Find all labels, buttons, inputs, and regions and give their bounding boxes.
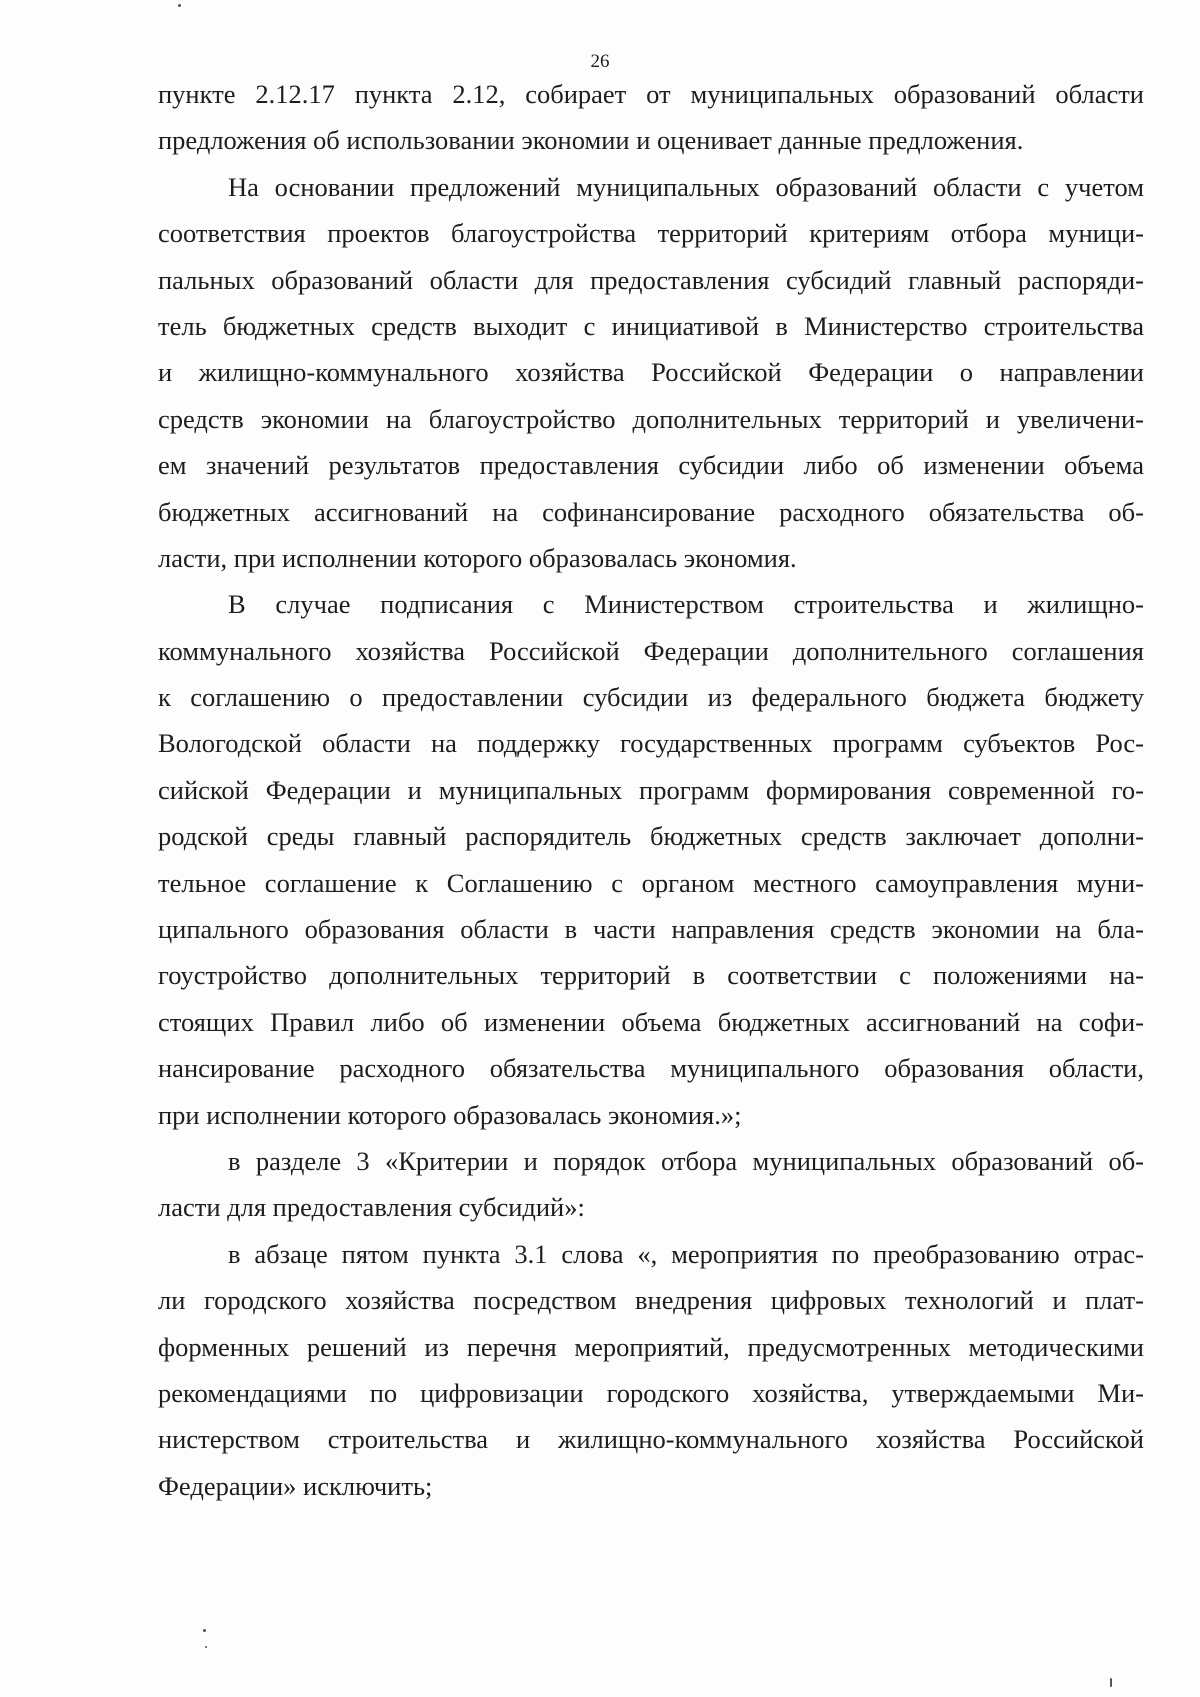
text-line: ласти для предоставления субсидий»:: [158, 1192, 585, 1223]
text-line: нистерством строительства и жилищно-коммунального хозяйства Российской: [158, 1424, 1144, 1455]
page-number: 26: [590, 51, 610, 72]
text-line: ласти, при исполнении которого образовалась экономия.: [158, 542, 797, 573]
text-line: рекомендациями по цифровизации городского хозяйства, утверждаемыми Ми-: [158, 1377, 1144, 1408]
scan-speck: [205, 1646, 207, 1648]
text-line: бюджетных ассигнований на софинансирование расходного обязательства об-: [158, 496, 1144, 527]
text-line: в разделе 3 «Критерии и порядок отбора муниципальных образований об-: [228, 1145, 1144, 1176]
text-line: В случае подписания с Министерством строительства и жилищно-: [228, 589, 1144, 620]
text-line: гоустройство дополнительных территорий в соответствии с положениями на-: [158, 960, 1144, 991]
text-line: Вологодской области на поддержку государственных программ субъектов Рос-: [158, 728, 1144, 759]
text-line: пальных образований области для предоставления субсидий главный распоряди-: [158, 264, 1144, 295]
text-line: ем значений результатов предоставления субсидии либо об изменении объема: [158, 450, 1144, 481]
paragraph: [158, 164, 1144, 582]
text-line: сийской Федерации и муниципальных программ формирования современной го-: [158, 774, 1144, 805]
text-line: На основании предложений муниципальных образований области с учетом: [228, 171, 1144, 202]
scan-speck: [1110, 1678, 1112, 1687]
text-line: коммунального хозяйства Российской Федерации дополнительного соглашения: [158, 635, 1144, 666]
text-line: родской среды главный распорядитель бюджетных средств заключает дополни-: [158, 821, 1144, 852]
text-line: тель бюджетных средств выходит с инициативой в Министерство строительства: [158, 310, 1144, 341]
text-line: при исполнении которого образовалась экономия.»;: [158, 1099, 742, 1130]
text-line: и жилищно-коммунального хозяйства Российской Федерации о направлении: [158, 357, 1144, 388]
text-line: пункте 2.12.17 пункта 2.12, собирает от муниципальных образований области: [158, 79, 1144, 109]
text-line: форменных решений из перечня мероприятий, предусмотренных методическими: [158, 1331, 1144, 1362]
text-line: средств экономии на благоустройство дополнительных территорий и увеличени-: [158, 403, 1144, 434]
paragraph: [158, 71, 1144, 164]
text-line: ципального образования области в части направления средств экономии на бла-: [158, 914, 1144, 945]
text-line: стоящих Правил либо об изменении объема бюджетных ассигнований на софи-: [158, 1006, 1144, 1037]
document-body: [158, 71, 1144, 1509]
text-line: Федерации» исключить;: [158, 1470, 433, 1501]
text-line: тельное соглашение к Соглашению с органом местного самоуправления муни-: [158, 867, 1144, 898]
paragraph: [158, 1231, 1144, 1509]
paragraph: [158, 581, 1144, 1138]
scan-speck: [178, 4, 181, 7]
paragraph: [158, 1138, 1144, 1231]
text-line: ли городского хозяйства посредством внедрения цифровых технологий и плат-: [158, 1285, 1144, 1316]
text-line: в абзаце пятом пункта 3.1 слова «, мероприятия по преобразованию отрас-: [228, 1238, 1144, 1269]
text-line: соответствия проектов благоустройства территорий критериям отбора муници-: [158, 218, 1144, 249]
scan-speck: [203, 1629, 206, 1632]
text-line: к соглашению о предоставлении субсидии из федерального бюджета бюджету: [158, 682, 1144, 713]
text-line: нансирование расходного обязательства муниципального образования области,: [158, 1053, 1144, 1084]
text-line: предложения об использовании экономии и оценивает данные предложения.: [158, 125, 1024, 156]
